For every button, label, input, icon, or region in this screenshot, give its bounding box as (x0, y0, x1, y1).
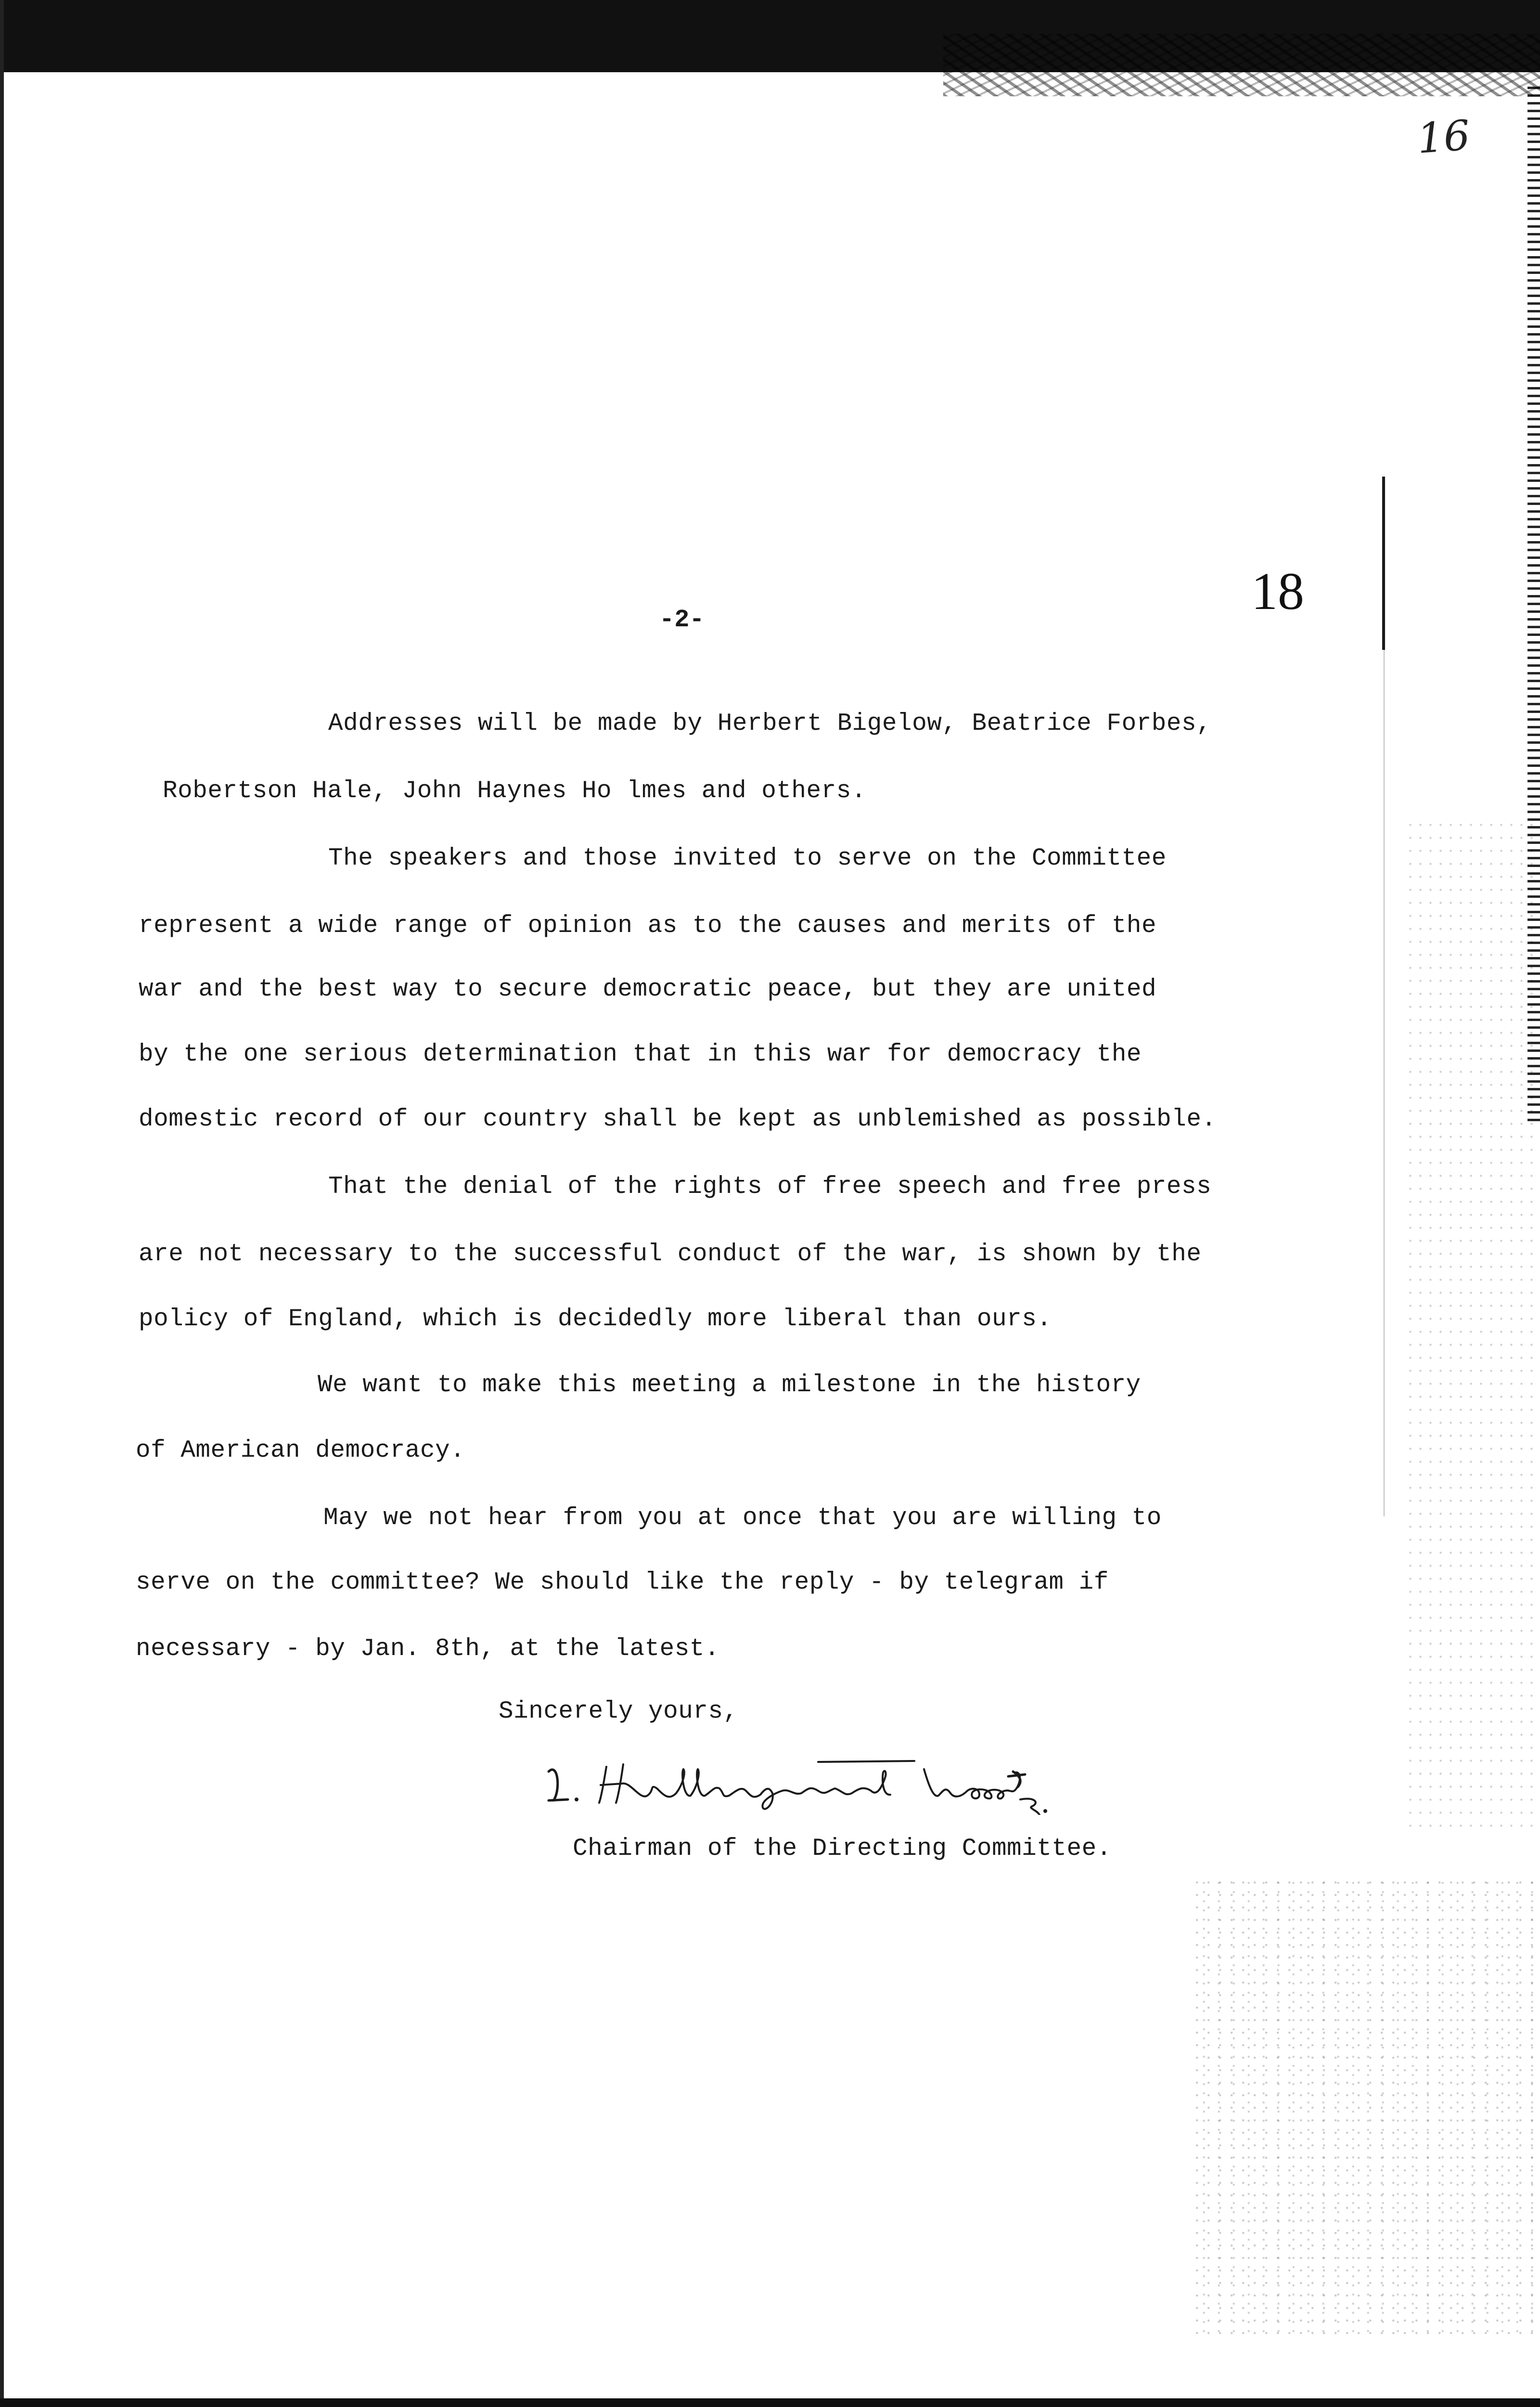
scan-noise-corner (1194, 1877, 1540, 2335)
body-line-12: of American democracy. (136, 1437, 465, 1464)
stamped-page-number: 18 (1251, 562, 1304, 621)
handwritten-signature (539, 1743, 1107, 1815)
scan-border-bottom (0, 2398, 1540, 2407)
body-line-10: policy of England, which is decidedly more liberal than ours. (139, 1306, 1052, 1333)
body-line-4: represent a wide range of opinion as to the causes and merits of the (139, 912, 1157, 940)
scan-noise-top (943, 34, 1540, 96)
body-line-8: That the denial of the rights of free speech and free press (328, 1173, 1212, 1201)
margin-rule-faint (1384, 650, 1385, 1516)
body-line-3: The speakers and those invited to serve on the Committee (328, 845, 1167, 872)
closing-salutation: Sincerely yours, (499, 1698, 738, 1725)
margin-rule (1382, 477, 1385, 650)
body-line-11: We want to make this meeting a milestone in the history (318, 1372, 1141, 1399)
signer-title: Chairman of the Directing Committee. (573, 1835, 1112, 1863)
scan-noise-right (1405, 818, 1540, 1829)
handwritten-page-note: 16 (1415, 111, 1472, 163)
body-line-6: by the one serious determination that in this war for democracy the (139, 1041, 1142, 1068)
body-line-2: Robertson Hale, John Haynes Ho lmes and others. (163, 777, 866, 805)
page-number: -2- (659, 606, 705, 634)
body-line-7: domestic record of our country shall be kept as unblemished as possible. (139, 1106, 1217, 1133)
scan-border-left (0, 0, 4, 2407)
body-line-1: Addresses will be made by Herbert Bigelow, Beatrice Forbes, (328, 710, 1212, 738)
body-line-5: war and the best way to secure democratic peace, but they are united (139, 976, 1157, 1003)
body-line-15: necessary - by Jan. 8th, at the latest. (136, 1635, 720, 1663)
body-line-14: serve on the committee? We should like the reply - by telegram if (136, 1569, 1109, 1596)
body-line-13: May we not hear from you at once that you are willing to (323, 1504, 1162, 1532)
body-line-9: are not necessary to the successful conduct of the war, is shown by the (139, 1241, 1202, 1268)
